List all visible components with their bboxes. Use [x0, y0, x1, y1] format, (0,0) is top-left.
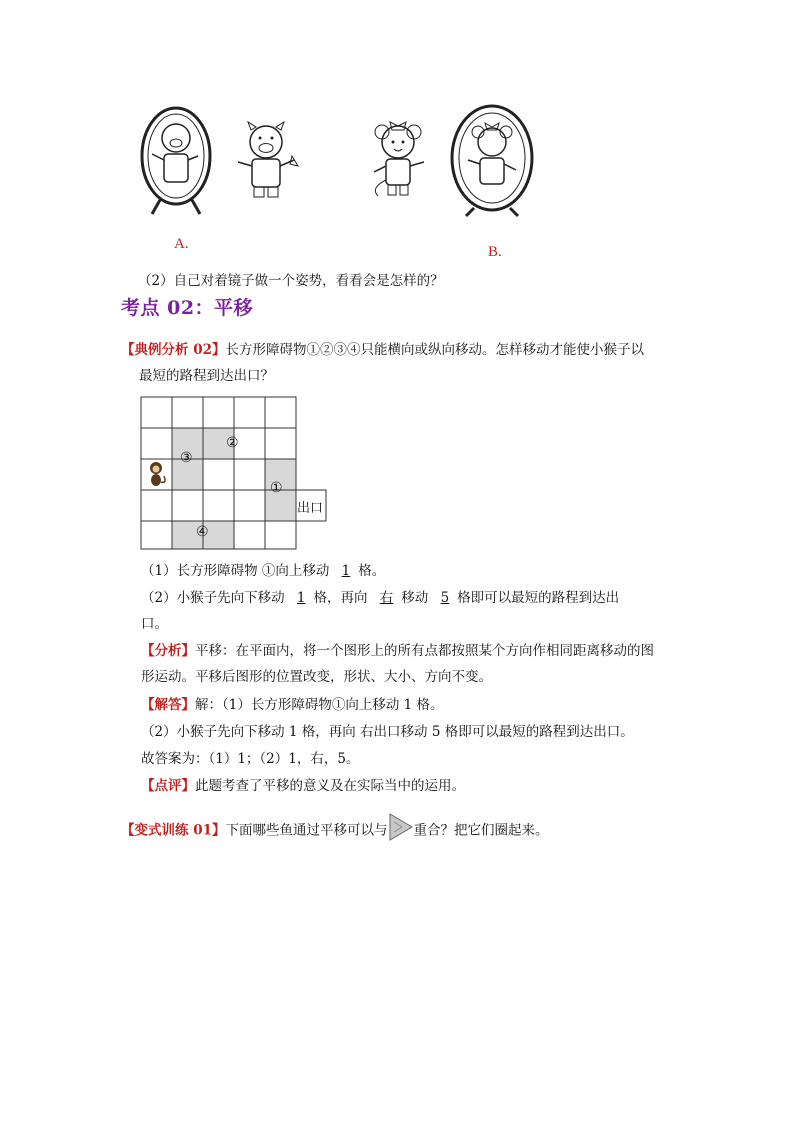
example-tag: 【典例分析 02】 — [121, 342, 226, 358]
answer-line-3: 故答案为：（1）1；（2）1，右，5。 — [141, 751, 360, 767]
q1-suffix: 格。 — [358, 563, 386, 579]
blank-question-2-wrap: 口。 — [141, 616, 168, 632]
q2-prefix: （2）小猴子先向下移动 — [141, 590, 289, 606]
q1-answer: 1 — [341, 563, 351, 579]
fish-shape-icon — [388, 812, 414, 842]
example-line-1 — [121, 340, 644, 360]
blank-question-2 — [141, 588, 619, 608]
mouse-drawing — [374, 122, 424, 196]
variant-line — [121, 820, 549, 842]
obstacle-2-label: ② — [226, 435, 239, 451]
answer-text-1: 解：（1）长方形障碍物①向上移动 1 格。 — [195, 697, 444, 713]
q2-suffix: 格即可以最短的路程到达出 — [457, 590, 620, 606]
q2-answer-3: 5 — [440, 590, 450, 606]
question-2: （2）自己对着镜子做一个姿势，看看会是怎样的？ — [138, 273, 444, 289]
option-b-label: B. — [488, 244, 502, 260]
comment-line — [141, 776, 465, 796]
grid-lines — [141, 397, 326, 549]
q1-prefix: （1）长方形障碍物 ①向上移动 — [141, 563, 334, 579]
obstacle-4-label: ④ — [196, 524, 209, 540]
q2-mid-1: 格，再向 — [313, 590, 372, 606]
grid-figure — [140, 396, 330, 552]
analysis-line-1 — [141, 641, 654, 661]
q2-answer-2: 右 — [379, 590, 394, 606]
variant-text-before: 下面哪些鱼通过平移可以与 — [225, 822, 388, 839]
analysis-tag: 【分析】 — [141, 643, 195, 659]
section-title: 考点 02：平移 — [121, 297, 254, 319]
answer-line-1 — [141, 695, 444, 715]
option-a-label: A. — [174, 236, 189, 252]
blank-question-1 — [141, 561, 385, 581]
mirror-a — [142, 108, 210, 214]
analysis-line-2: 形运动。平移后图形的位置改变，形状、大小、方向不变。 — [141, 669, 492, 685]
mirror-illustration — [138, 96, 542, 264]
comment-tag: 【点评】 — [141, 778, 195, 794]
analysis-text-1: 平移：在平面内，将一个图形上的所有点都按照某个方向作相同距离移动的图 — [195, 643, 654, 659]
obstacle-3-label: ③ — [180, 450, 193, 466]
mirror-figure — [138, 96, 542, 264]
mirror-b — [452, 106, 532, 216]
q2-answer-1: 1 — [296, 590, 306, 606]
answer-line-2: （2）小猴子先向下移动 1 格，再向 右出口移动 5 格即可以最短的路程到达出口。 — [141, 724, 634, 740]
variant-tag: 【变式训练 01】 — [121, 822, 226, 839]
answer-tag: 【解答】 — [141, 697, 195, 713]
variant-text-after: 重合？把它们圈起来。 — [413, 822, 549, 839]
grid-diagram — [140, 396, 330, 552]
exit-label: 出口 — [297, 501, 324, 516]
q2-mid-2: 移动 — [401, 590, 433, 606]
example-line-2: 最短的路程到达出口？ — [139, 368, 274, 384]
pig-drawing — [238, 122, 298, 197]
comment-text: 此题考查了平移的意义及在实际当中的运用。 — [195, 778, 465, 794]
obstacle-1-label: ① — [270, 480, 283, 496]
example-text-1: 长方形障碍物①②③④只能横向或纵向移动。怎样移动才能使小猴子以 — [225, 342, 644, 358]
monkey-icon — [150, 462, 165, 486]
